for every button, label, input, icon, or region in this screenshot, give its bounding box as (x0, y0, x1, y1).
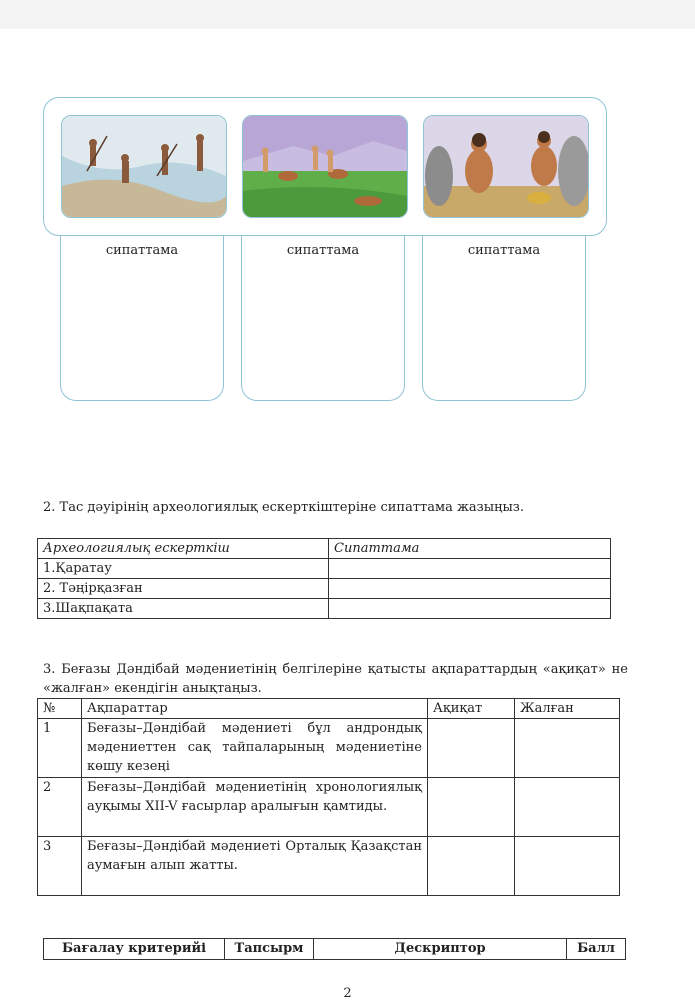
table-header: Археологиялық ескерткіш (38, 539, 329, 559)
table-header: Тапсырм (225, 939, 314, 960)
false-answer-cell[interactable] (515, 837, 620, 896)
table-header: Жалған (515, 699, 620, 719)
viewer-top-bar (0, 0, 695, 29)
description-box-2[interactable] (241, 233, 405, 401)
stone-age-hunters-by-river-illustration-icon (61, 115, 227, 218)
description-box-3[interactable] (422, 233, 586, 401)
false-answer-cell[interactable] (515, 719, 620, 778)
hunters-chasing-deer-illustration-icon (242, 115, 408, 218)
page-number: 2 (343, 986, 352, 1001)
true-false-table (37, 698, 620, 896)
table-row (38, 559, 611, 579)
description-label: сипаттама (467, 243, 541, 258)
table-header: Бағалау критерийі (44, 939, 225, 960)
monument-name: 2. Тәңірқазған (38, 579, 329, 599)
statement-text: Беғазы–Дәндібай мәдениеті Орталық Қазақстан аумағын алып жатты. (82, 837, 428, 896)
question-2-text: 2. Тас дәуірінің археологиялық ескерткіштеріне сипаттама жазыңыз. (43, 500, 525, 515)
description-label: сипаттама (286, 243, 360, 258)
statement-text: Беғазы–Дәндібай мәдениеті бұл андрондық мәдениеттен сақ тайпаларының мәдениетіне көшу кезеңі (82, 719, 428, 778)
table-header: № (38, 699, 82, 719)
true-answer-cell[interactable] (428, 778, 515, 837)
question-3-text: 3. Беғазы Дәндібай мәдениетінің белгілеріне қатысты ақпараттардың «ақиқат» не «жалған» екендігін анықтаңыз. (43, 662, 628, 696)
monument-name: 3.Шақпақата (38, 599, 329, 619)
row-number: 2 (38, 778, 82, 837)
assessment-criteria-table (43, 938, 626, 960)
table-header: Сипаттама (329, 539, 611, 559)
monument-name: 1.Қаратау (38, 559, 329, 579)
true-answer-cell[interactable] (428, 719, 515, 778)
row-number: 3 (38, 837, 82, 896)
description-label: сипаттама (105, 243, 179, 258)
table-row (38, 778, 620, 837)
table-header: Ақпараттар (82, 699, 428, 719)
table-header: Дескриптор (314, 939, 567, 960)
table-header: Балл (567, 939, 626, 960)
statement-text: Беғазы–Дәндібай мәдениетінің хронологиялық ауқымы XII-V ғасырлар аралығын қамтиды. (82, 778, 428, 837)
image-strip-frame (43, 97, 607, 236)
table-header: Ақиқат (428, 699, 515, 719)
monuments-table (37, 538, 611, 619)
description-cell[interactable] (329, 559, 611, 579)
primitive-people-working-stone-illustration-icon (423, 115, 589, 218)
description-box-1[interactable] (60, 233, 224, 401)
description-cell[interactable] (329, 599, 611, 619)
table-row (38, 599, 611, 619)
table-row (38, 579, 611, 599)
table-row (38, 719, 620, 778)
true-answer-cell[interactable] (428, 837, 515, 896)
false-answer-cell[interactable] (515, 778, 620, 837)
description-cell[interactable] (329, 579, 611, 599)
table-row (38, 837, 620, 896)
row-number: 1 (38, 719, 82, 778)
